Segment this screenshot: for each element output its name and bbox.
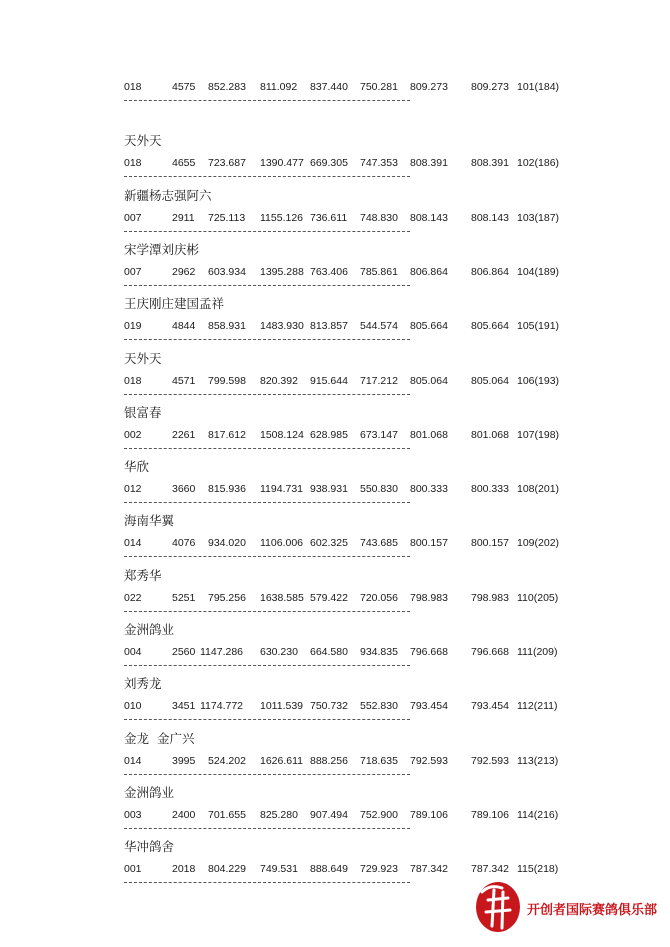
team-number: 014 <box>124 537 142 550</box>
result-row <box>124 862 604 876</box>
result-row <box>124 156 604 170</box>
average-value: 801.068 <box>410 428 448 441</box>
ring-number: 3451 <box>172 700 196 713</box>
speed-value: 669.305 <box>310 157 348 170</box>
speed-value: 736.611 <box>310 211 348 224</box>
total-value: 800.157 <box>471 537 509 550</box>
average-value: 798.983 <box>410 591 448 604</box>
team-number: 018 <box>124 81 142 93</box>
loft-name: 宋学潭刘庆彬 <box>124 241 200 257</box>
speed-value: 1390.477 <box>260 157 304 170</box>
result-row <box>124 211 604 225</box>
total-value: 806.864 <box>471 265 509 278</box>
rank-value: 108(201) <box>517 483 560 496</box>
speed-value: 718.635 <box>360 754 398 767</box>
ring-number: 2400 <box>172 808 196 821</box>
result-row <box>124 699 604 713</box>
average-value: 793.454 <box>410 700 448 713</box>
speed-value: 664.580 <box>310 646 348 658</box>
average-value: 792.593 <box>410 754 448 767</box>
speed-value: 630.230 <box>260 646 298 658</box>
speed-value: 602.325 <box>310 537 348 550</box>
ring-number: 2018 <box>172 863 196 876</box>
speed-value: 725.113 <box>208 211 246 224</box>
speed-value: 1147.286 <box>200 646 244 658</box>
speed-value: 1011.539 <box>260 700 304 713</box>
dashed-divider <box>124 339 410 340</box>
average-value: 796.668 <box>410 646 448 658</box>
average-value: 805.064 <box>410 374 448 387</box>
rank-value: 104(189) <box>517 265 560 278</box>
result-row <box>124 645 604 659</box>
loft-name: 华欣 <box>124 459 150 475</box>
dashed-divider <box>124 176 410 177</box>
ring-number: 2261 <box>172 428 196 441</box>
total-value: 796.668 <box>471 646 509 658</box>
rank-value: 101(184) <box>517 81 560 93</box>
ring-number: 3660 <box>172 483 196 496</box>
speed-value: 915.644 <box>310 374 348 387</box>
speed-value: 750.732 <box>310 700 348 713</box>
rank-value: 115(218) <box>517 863 559 876</box>
speed-value: 1106.006 <box>260 537 304 550</box>
total-value: 808.143 <box>471 211 509 224</box>
speed-value: 817.612 <box>208 428 246 441</box>
speed-value: 720.056 <box>360 591 398 604</box>
dashed-divider <box>124 448 410 449</box>
speed-value: 888.649 <box>310 863 348 876</box>
dashed-divider <box>124 100 410 101</box>
total-value: 793.454 <box>471 700 509 713</box>
ring-number: 2560 <box>172 646 196 658</box>
speed-value: 858.931 <box>208 320 246 333</box>
dashed-divider <box>124 882 410 883</box>
ring-number: 4655 <box>172 157 196 170</box>
speed-value: 717.212 <box>360 374 398 387</box>
team-number: 010 <box>124 700 142 713</box>
result-row <box>124 428 604 442</box>
speed-value: 907.494 <box>310 808 348 821</box>
average-value: 800.157 <box>410 537 448 550</box>
rank-value: 111(209) <box>517 646 558 658</box>
speed-value: 795.256 <box>208 591 246 604</box>
loft-name: 金龙 金广兴 <box>124 730 195 746</box>
dashed-divider <box>124 611 410 612</box>
total-value: 787.342 <box>471 863 509 876</box>
total-value: 789.106 <box>471 808 509 821</box>
loft-name: 郑秀华 <box>124 567 162 583</box>
result-row <box>124 754 604 768</box>
speed-value: 763.406 <box>310 265 348 278</box>
speed-value: 785.861 <box>360 265 398 278</box>
loft-name: 华冲鸽舍 <box>124 839 175 855</box>
total-value: 805.064 <box>471 374 509 387</box>
loft-name: 天外天 <box>124 133 162 149</box>
speed-value: 750.281 <box>360 81 398 93</box>
team-number: 012 <box>124 483 142 496</box>
ring-number: 5251 <box>172 591 196 604</box>
average-value: 787.342 <box>410 863 448 876</box>
speed-value: 804.229 <box>208 863 246 876</box>
speed-value: 799.598 <box>208 374 246 387</box>
dashed-divider <box>124 665 410 666</box>
result-row <box>124 482 604 496</box>
rank-value: 106(193) <box>517 374 560 387</box>
loft-name: 银富春 <box>124 404 162 420</box>
ring-number: 4571 <box>172 374 196 387</box>
rank-value: 114(216) <box>517 808 559 821</box>
average-value: 805.664 <box>410 320 448 333</box>
speed-value: 701.655 <box>208 808 246 821</box>
total-value: 805.664 <box>471 320 509 333</box>
loft-name: 刘秀龙 <box>124 676 162 692</box>
ring-number: 4844 <box>172 320 196 333</box>
speed-value: 820.392 <box>260 374 298 387</box>
club-name: 开创者国际赛鸽俱乐部 <box>527 903 658 918</box>
speed-value: 603.934 <box>208 265 246 278</box>
team-number: 018 <box>124 157 142 170</box>
speed-value: 1174.772 <box>200 700 244 713</box>
ring-number: 2962 <box>172 265 196 278</box>
total-value: 808.391 <box>471 157 509 170</box>
speed-value: 1395.288 <box>260 265 304 278</box>
dashed-divider <box>124 774 410 775</box>
result-row <box>124 536 604 550</box>
speed-value: 743.685 <box>360 537 398 550</box>
average-value: 789.106 <box>410 808 448 821</box>
speed-value: 552.830 <box>360 700 398 713</box>
average-value: 808.143 <box>410 211 448 224</box>
speed-value: 1638.585 <box>260 591 304 604</box>
rank-value: 110(205) <box>517 591 559 604</box>
team-number: 014 <box>124 754 142 767</box>
speed-value: 837.440 <box>310 81 348 93</box>
dashed-divider <box>124 828 410 829</box>
rank-value: 102(186) <box>517 157 560 170</box>
rank-value: 113(213) <box>517 754 559 767</box>
loft-name: 金洲鸽业 <box>124 784 175 800</box>
ring-number: 3995 <box>172 754 196 767</box>
dashed-divider <box>124 285 410 286</box>
speed-value: 1508.124 <box>260 428 304 441</box>
rank-value: 105(191) <box>517 320 560 333</box>
dashed-divider <box>124 502 410 503</box>
rank-value: 103(187) <box>517 211 560 224</box>
result-row <box>124 374 604 388</box>
speed-value: 729.923 <box>360 863 398 876</box>
total-value: 809.273 <box>471 81 509 93</box>
team-number: 002 <box>124 428 142 441</box>
speed-value: 1194.731 <box>260 483 304 496</box>
team-number: 003 <box>124 808 142 821</box>
ring-number: 4076 <box>172 537 196 550</box>
dashed-divider <box>124 556 410 557</box>
speed-value: 888.256 <box>310 754 348 767</box>
speed-value: 628.985 <box>310 428 348 441</box>
speed-value: 813.857 <box>310 320 348 333</box>
dashed-divider <box>124 394 410 395</box>
total-value: 792.593 <box>471 754 509 767</box>
average-value: 808.391 <box>410 157 448 170</box>
speed-value: 934.020 <box>208 537 246 550</box>
total-value: 800.333 <box>471 483 509 496</box>
speed-value: 1483.930 <box>260 320 304 333</box>
team-number: 001 <box>124 863 142 876</box>
loft-name: 新疆杨志强阿六 <box>124 187 212 203</box>
result-row <box>124 808 604 822</box>
average-value: 809.273 <box>410 81 448 93</box>
speed-value: 723.687 <box>208 157 246 170</box>
ring-number: 4575 <box>172 81 196 93</box>
team-number: 018 <box>124 374 142 387</box>
rank-value: 112(211) <box>517 700 558 713</box>
average-value: 806.864 <box>410 265 448 278</box>
speed-value: 752.900 <box>360 808 398 821</box>
speed-value: 815.936 <box>208 483 246 496</box>
result-row <box>124 80 604 94</box>
rank-value: 107(198) <box>517 428 560 441</box>
result-row <box>124 591 604 605</box>
team-number: 007 <box>124 211 142 224</box>
team-number: 022 <box>124 591 142 604</box>
team-number: 019 <box>124 320 142 333</box>
speed-value: 524.202 <box>208 754 246 767</box>
result-row <box>124 265 604 279</box>
speed-value: 673.147 <box>360 428 398 441</box>
loft-name: 金洲鸽业 <box>124 622 175 637</box>
total-value: 801.068 <box>471 428 509 441</box>
speed-value: 938.931 <box>310 483 348 496</box>
total-value: 798.983 <box>471 591 509 604</box>
average-value: 800.333 <box>410 483 448 496</box>
speed-value: 748.830 <box>360 211 398 224</box>
speed-value: 1155.126 <box>260 211 304 224</box>
dashed-divider <box>124 231 410 232</box>
speed-value: 579.422 <box>310 591 348 604</box>
club-logo <box>472 878 522 934</box>
dashed-divider <box>124 719 410 720</box>
speed-value: 747.353 <box>360 157 398 170</box>
loft-name: 王庆刚庄建国孟祥 <box>124 296 225 312</box>
result-row <box>124 319 604 333</box>
speed-value: 934.835 <box>360 646 398 658</box>
speed-value: 852.283 <box>208 81 246 93</box>
speed-value: 544.574 <box>360 320 398 333</box>
team-number: 007 <box>124 265 142 278</box>
speed-value: 1626.611 <box>260 754 304 767</box>
loft-name: 海南华翼 <box>124 513 175 529</box>
speed-value: 825.280 <box>260 808 298 821</box>
loft-name: 天外天 <box>124 350 162 366</box>
team-number: 004 <box>124 646 142 658</box>
speed-value: 749.531 <box>260 863 298 876</box>
speed-value: 550.830 <box>360 483 398 496</box>
rank-value: 109(202) <box>517 537 560 550</box>
ring-number: 2911 <box>172 211 195 224</box>
speed-value: 811.092 <box>260 81 298 93</box>
